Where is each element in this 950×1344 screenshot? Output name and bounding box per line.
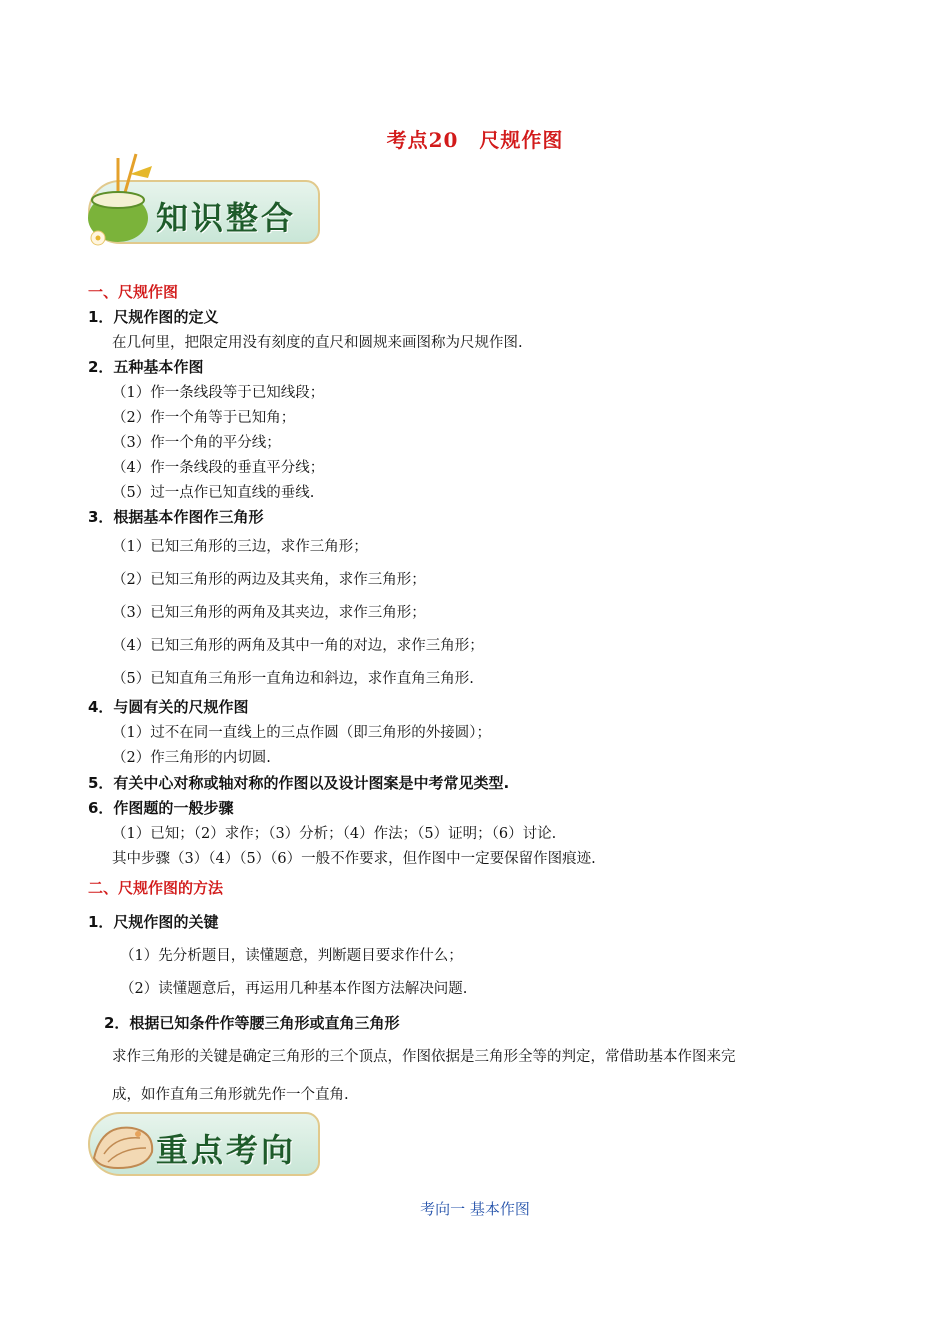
focus-direction-link[interactable]: 考向一 基本作图 xyxy=(420,1200,530,1218)
focus-banner xyxy=(88,1112,320,1176)
item-1-heading: 1．尺规作图的定义 xyxy=(88,308,219,326)
item-4-line: （1）过不在同一直线上的三点作圆（即三角形的外接圆）； xyxy=(112,725,491,741)
item-6-line: 其中步骤（3）（4）（5）（6）一般不作要求，但作图中一定要保留作图痕迹. xyxy=(112,851,596,867)
method-1-heading: 1．尺规作图的关键 xyxy=(88,913,219,931)
method-1-line: （2）读懂题意后，再运用几种基本作图方法解决问题. xyxy=(120,981,468,997)
item-3-heading: 3．根据基本作图作三角形 xyxy=(88,508,264,526)
item-6-heading: 6．作图题的一般步骤 xyxy=(88,799,234,817)
method-2-line: 成，如作直角三角形就先作一个直角. xyxy=(112,1087,349,1103)
seashell-icon xyxy=(88,1118,158,1174)
item-1-text: 在几何里，把限定用没有刻度的直尺和圆规来画图称为尺规作图. xyxy=(112,335,523,351)
item-3-line: （1）已知三角形的三边，求作三角形； xyxy=(112,539,368,555)
page-title: 考点20 尺规作图 xyxy=(386,128,564,152)
item-3-line: （4）已知三角形的两角及其中一角的对边，求作三角形； xyxy=(112,638,484,654)
item-2-heading: 2．五种基本作图 xyxy=(88,358,204,376)
item-6-line: （1）已知；（2）求作；（3）分析；（4）作法；（5）证明；（6）讨论. xyxy=(112,826,557,842)
method-1-line: （1）先分析题目，读懂题意，判断题目要求作什么； xyxy=(120,948,463,964)
item-4-heading: 4．与圆有关的尺规作图 xyxy=(88,698,249,716)
method-2-line: 求作三角形的关键是确定三角形的三个顶点，作图依据是三角形全等的判定，常借助基本作图来完 xyxy=(112,1049,736,1065)
item-2-line: （3）作一个角的平分线； xyxy=(112,435,281,451)
knowledge-banner-label: 知识整合 xyxy=(156,199,297,237)
item-2-line: （4）作一条线段的垂直平分线； xyxy=(112,460,325,476)
section-heading-2: 二、尺规作图的方法 xyxy=(88,879,224,897)
item-2-line: （2）作一个角等于已知角； xyxy=(112,410,296,426)
knowledge-banner xyxy=(88,180,320,244)
item-2-line: （1）作一条线段等于已知线段； xyxy=(112,385,325,401)
item-3-line: （5）已知直角三角形一直角边和斜边，求作直角三角形. xyxy=(112,671,474,687)
method-2-heading: 2．根据已知条件作等腰三角形或直角三角形 xyxy=(104,1014,400,1032)
item-2-line: （5）过一点作已知直线的垂线. xyxy=(112,485,315,501)
item-4-line: （2）作三角形的内切圆. xyxy=(112,750,271,766)
item-3-line: （3）已知三角形的两角及其夹边，求作三角形； xyxy=(112,605,426,621)
item-3-line: （2）已知三角形的两边及其夹角，求作三角形； xyxy=(112,572,426,588)
item-5-heading: 5．有关中心对称或轴对称的作图以及设计图案是中考常见类型. xyxy=(88,774,510,792)
focus-banner-label: 重点考向 xyxy=(156,1131,297,1169)
coconut-drink-icon xyxy=(82,152,162,248)
section-heading-1: 一、尺规作图 xyxy=(88,283,179,301)
